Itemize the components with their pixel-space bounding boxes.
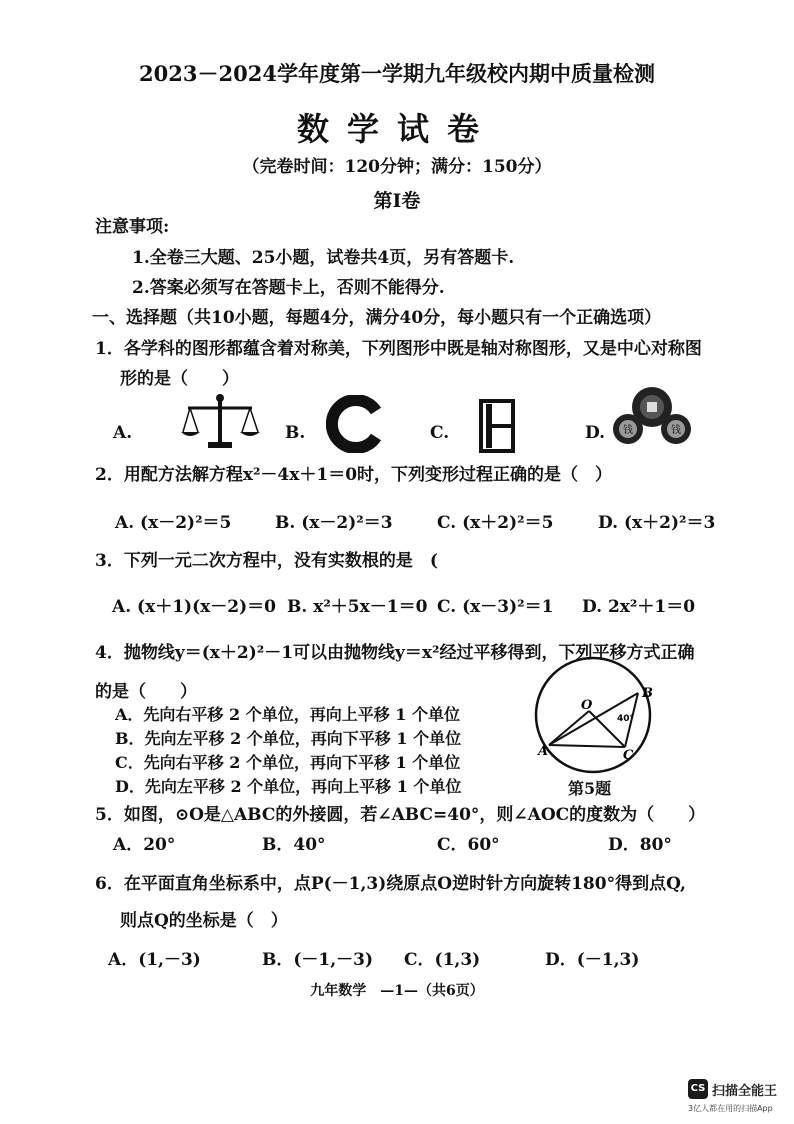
- q6-option-d: D．(－1,3): [545, 950, 640, 970]
- q4-option-c: C．先向右平移 2 个单位，再向下平移 1 个单位: [115, 753, 461, 772]
- q3-option-d: D. 2x²＋1＝0: [582, 597, 696, 617]
- ancient-coins-icon: [610, 385, 694, 447]
- q5-option-c: C．60°: [437, 835, 500, 855]
- letter-c-shape-icon: [326, 395, 384, 453]
- digital-eight-shape-icon: [478, 398, 518, 454]
- q2-option-b: B. (x－2)²＝3: [275, 513, 393, 533]
- circumcircle-figure: [525, 655, 665, 775]
- exam-info: （完卷时间：120分钟；满分：150分）: [242, 157, 552, 177]
- q2-option-c: C. (x＋2)²＝5: [437, 513, 554, 533]
- q6-stem-line1: 6．在平面直角坐标系中，点P(－1,3)绕原点O逆时针方向旋转180°得到点Q,: [95, 874, 686, 894]
- q3-stem: 3．下列一元二次方程中，没有实数根的是 (: [95, 551, 438, 571]
- figure-label-b: B: [642, 686, 653, 701]
- figure-angle-label: 40°: [617, 714, 635, 724]
- q6-option-a: A．(1,－3): [108, 950, 201, 970]
- q4-option-b: B．先向左平移 2 个单位，再向下平移 1 个单位: [115, 729, 462, 748]
- scanner-tagline: 3亿人都在用的扫描App: [688, 1104, 773, 1113]
- figure-label-c: C: [623, 748, 634, 763]
- section-heading: 一、选择题（共10小题，每题4分，满分40分，每小题只有一个正确选项）: [92, 308, 662, 328]
- q2-stem: 2．用配方法解方程x²－4x＋1＝0时，下列变形过程正确的是（ ）: [95, 465, 613, 485]
- notes-heading: 注意事项:: [95, 217, 170, 237]
- q2-option-a: A. (x－2)²＝5: [115, 513, 232, 533]
- q5-option-b: B．40°: [262, 835, 326, 855]
- q3-option-c: C. (x－3)²＝1: [437, 597, 554, 617]
- q4-stem-line2: 的是（ ）: [95, 682, 197, 702]
- exam-title: 2023－2024学年度第一学期九年级校内期中质量检测: [139, 61, 655, 86]
- q1-option-c-label: C.: [430, 423, 450, 443]
- q1-option-a-label: A.: [113, 423, 133, 443]
- scanner-logo-icon: CS: [688, 1079, 708, 1099]
- q1-option-b-label: B.: [285, 423, 306, 443]
- q3-option-b: B. x²＋5x－1＝0: [287, 597, 428, 617]
- q5-stem: 5．如图，⊙O是△ABC的外接圆，若∠ABC=40°，则∠AOC的度数为（ ）: [95, 805, 706, 825]
- q2-option-d: D. (x＋2)²＝3: [598, 513, 716, 533]
- note-item-2: 2.答案必须写在答题卡上，否则不能得分.: [132, 278, 445, 298]
- q3-option-a: A. (x＋1)(x－2)＝0: [112, 597, 276, 617]
- q6-option-b: B．(－1,－3): [262, 950, 374, 970]
- page-footer: 九年数学 —1—（共6页）: [310, 983, 484, 999]
- q4-stem-line1: 4．抛物线y＝(x＋2)²－1可以由抛物线y＝x²经过平移得到，下列平移方式正确: [95, 643, 695, 663]
- subject-title: 数学试卷: [296, 110, 497, 148]
- q6-stem-line2: 则点Q的坐标是（ ）: [120, 911, 288, 931]
- figure-label-o: O: [581, 698, 593, 713]
- q6-option-c: C．(1,3): [404, 950, 481, 970]
- q5-option-d: D．80°: [608, 835, 672, 855]
- note-item-1: 1.全卷三大题、25小题，试卷共4页，另有答题卡.: [132, 248, 515, 268]
- balance-scale-icon: [180, 392, 260, 452]
- coin-text-right: 钱: [671, 425, 681, 436]
- q4-option-a: A．先向右平移 2 个单位，再向上平移 1 个单位: [115, 705, 460, 724]
- scanner-name: 扫描全能王: [712, 1084, 778, 1099]
- scanner-watermark: [688, 1079, 794, 1119]
- q4-option-d: D．先向左平移 2 个单位，再向上平移 1 个单位: [115, 777, 462, 796]
- q1-stem-line1: 1．各学科的图形都蕴含着对称美，下列图形中既是轴对称图形，又是中心对称图: [95, 339, 702, 359]
- q1-stem-line2: 形的是（ ）: [120, 369, 239, 389]
- figure-label-a: A: [538, 744, 549, 759]
- volume-label: 第Ⅰ卷: [373, 190, 421, 212]
- figure-caption: 第5题: [568, 779, 612, 798]
- q1-option-d-label: D.: [585, 423, 606, 443]
- q5-option-a: A．20°: [113, 835, 176, 855]
- coin-text-left: 钱: [623, 425, 633, 436]
